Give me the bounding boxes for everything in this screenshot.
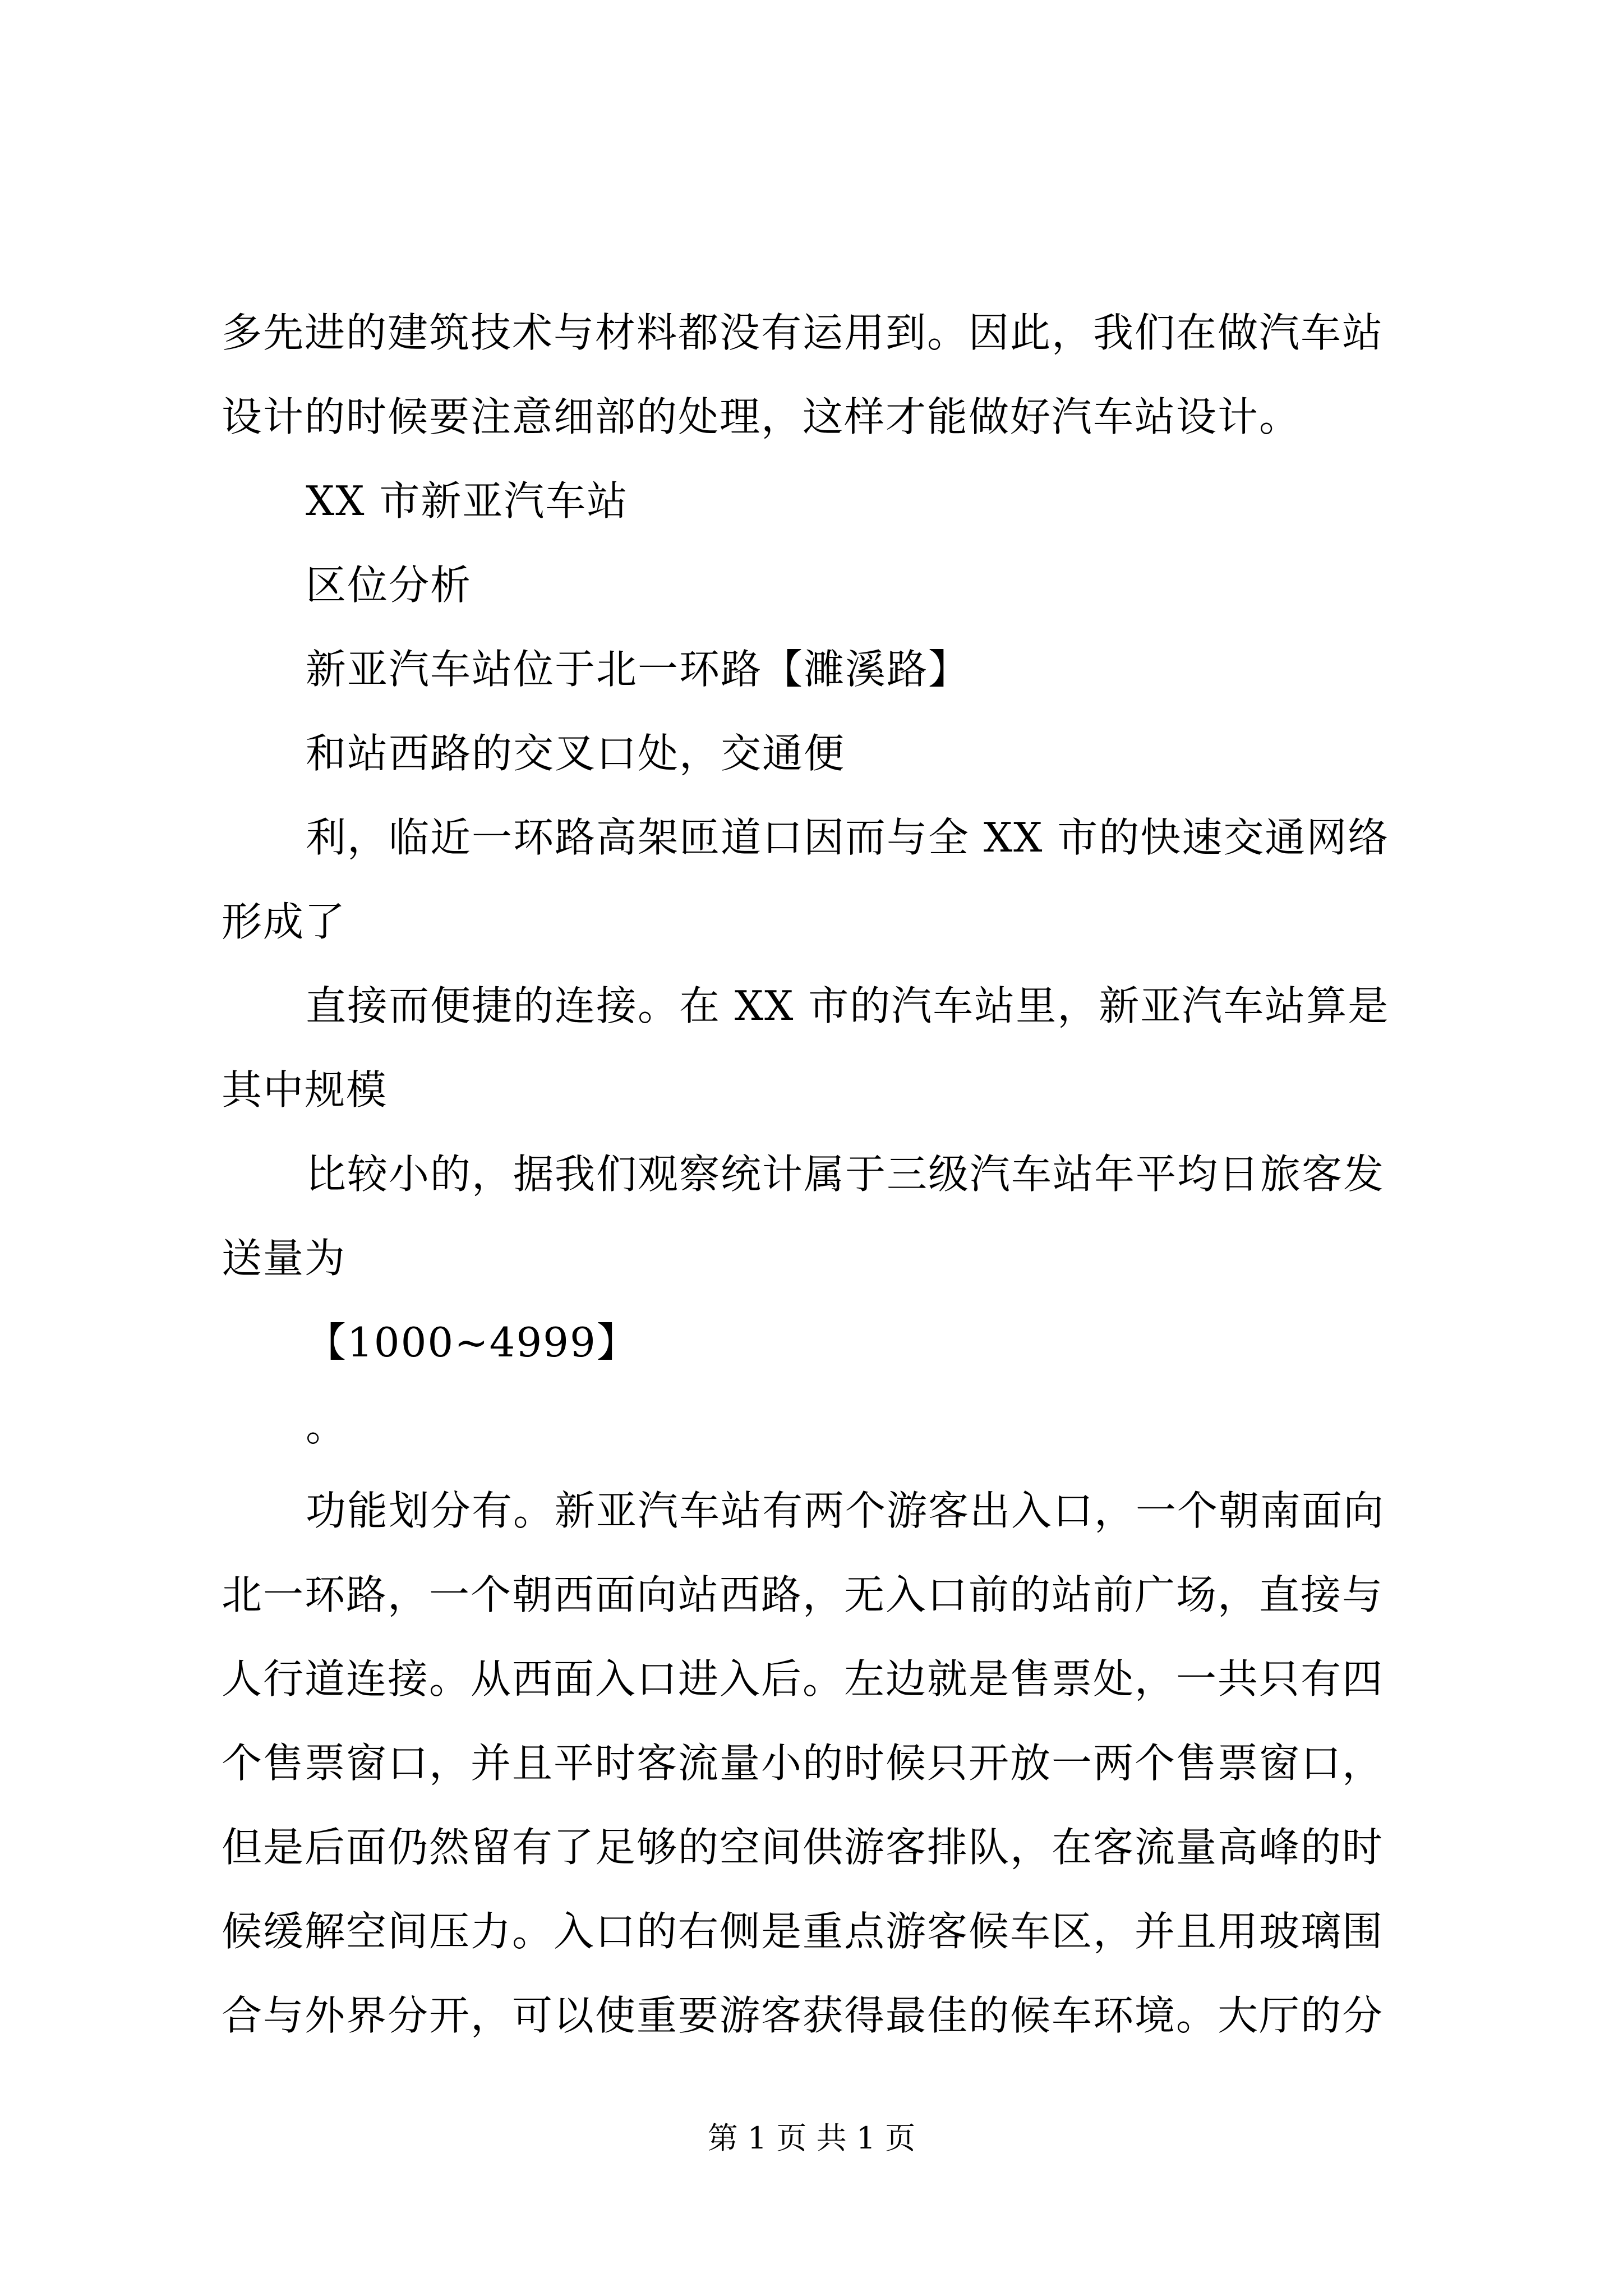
text-line: 但是后面仍然留有了足够的空间供游客排队，在客流量高峰的时 — [222, 1824, 1384, 1871]
text-line: 比较小的，据我们观察统计属于三级汽车站年平均日旅客发 — [306, 1151, 1385, 1198]
section-heading: XX 市新亚汽车站 — [306, 477, 629, 524]
page-footer — [0, 2116, 1623, 2161]
text-line: 多先进的建筑技术与材料都没有运用到。因此，我们在做汽车站 — [222, 309, 1384, 356]
text-line: 送量为 — [222, 1235, 347, 1282]
text-line: 北一环路，一个朝西面向站西路，无入口前的站前广场，直接与 — [222, 1571, 1384, 1618]
page-number-label: 第 1 页 共 1 页 — [707, 2120, 916, 2156]
text-line: 直接而便捷的连接。在 XX 市的汽车站里，新亚汽车站算是 — [306, 982, 1390, 1029]
text-line: 其中规模 — [222, 1066, 388, 1114]
text-line: 和站西路的交叉口处，交通便 — [306, 730, 846, 777]
text-line: 。 — [306, 1403, 348, 1450]
text-line: 合与外界分开，可以使重要游客获得最佳的候车环境。大厅的分 — [222, 1992, 1384, 2039]
text-line: 功能划分有。新亚汽车站有两个游客出入口，一个朝南面向 — [306, 1487, 1385, 1534]
text-line: 设计的时候要注意细部的处理，这样才能做好汽车站设计。 — [222, 393, 1301, 440]
text-line: 利，临近一环路高架匝道口因而与全 XX 市的快速交通网络 — [306, 814, 1390, 861]
text-line: 个售票窗口，并且平时客流量小的时候只开放一两个售票窗口， — [222, 1740, 1384, 1787]
text-line: 新亚汽车站位于北一环路【濉溪路】 — [306, 646, 970, 693]
text-line: 人行道连接。从西面入口进入后。左边就是售票处，一共只有四 — [222, 1655, 1384, 1703]
text-line: 形成了 — [222, 898, 347, 945]
text-line: 【1000~4999】 — [306, 1319, 638, 1366]
section-heading: 区位分析 — [306, 562, 472, 609]
body-text — [222, 291, 1422, 2058]
text-line: 候缓解空间压力。入口的右侧是重点游客候车区，并且用玻璃围 — [222, 1908, 1384, 1955]
